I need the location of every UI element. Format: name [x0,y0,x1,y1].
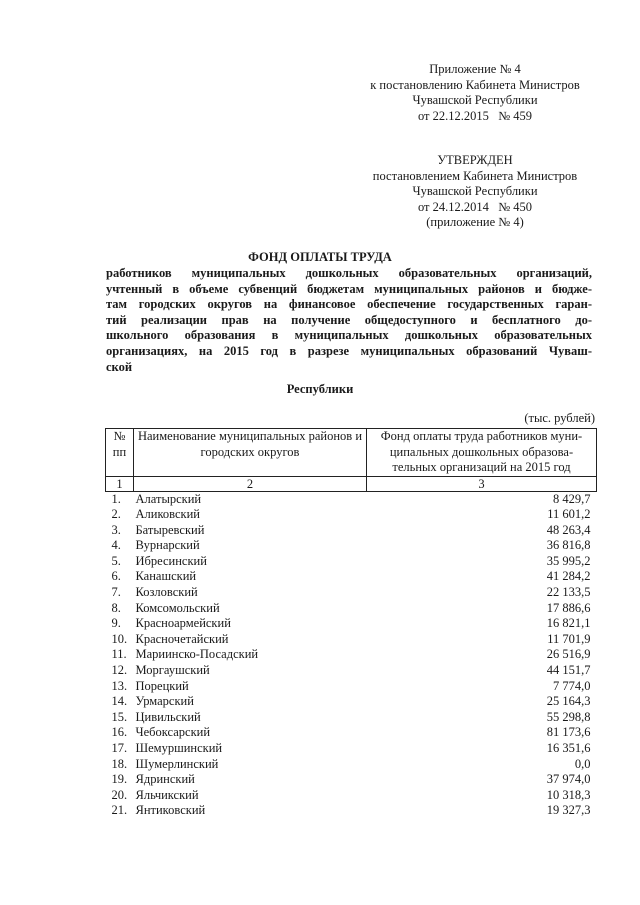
municipality-name: Шемуршинский [135,741,223,755]
fund-table [105,428,597,819]
row-number: 9. [111,616,121,631]
table-row [106,523,597,539]
row-number: 18. [111,756,128,771]
row-number: 4. [111,538,121,553]
document-title: ФОНД ОПЛАТЫ ТРУДА [248,250,392,264]
fund-value: 11 701,9 [547,631,591,646]
municipality-name: Ибресинский [135,553,207,568]
row-number: 3. [111,522,121,537]
subtitle-line: школьного образования в муниципальных дошкольных образовательных [106,328,592,343]
table-row [106,616,597,632]
column-index: 1 [106,476,134,491]
row-number: 16. [111,725,128,740]
approved-line: УТВЕРЖДЕН [437,153,513,167]
table-row [106,663,597,679]
table-row [106,803,597,819]
appendix-line: Чувашской Республики [412,93,538,107]
municipality-name: Вурнарский [135,538,200,553]
table-row [106,601,597,617]
table-row [106,679,597,695]
fund-value: 48 263,4 [546,522,591,537]
fund-value: 16 821,1 [546,616,591,631]
row-number: 7. [111,585,121,600]
table-row [106,741,597,757]
fund-value: 16 351,6 [546,741,591,755]
table-row [106,585,597,601]
row-number: 15. [111,709,128,724]
fund-value: 7 774,0 [553,678,591,693]
subtitle-line: работников муниципальных дошкольных образовательных организаций, [106,266,592,280]
row-number: 13. [111,678,128,693]
row-number: 10. [111,631,128,646]
fund-value: 36 816,8 [546,538,591,553]
subtitle-line: учтенный в объеме субвенций бюджетам муниципальных районов и бюдже- [106,281,592,296]
document-subtitle [106,266,592,375]
table-row [106,694,597,710]
municipality-name: Порецкий [135,678,189,693]
municipality-name: Чебоксарский [135,725,211,740]
table-row [106,647,597,663]
municipality-name: Красночетайский [135,631,229,646]
row-number: 5. [111,553,121,568]
column-index: 3 [367,476,597,491]
table-row [106,538,597,554]
table-header-row [106,429,597,477]
subtitle-line: организациях, на 2015 год в разрезе муниципальных образований Чуваш- [106,343,592,358]
appendix-line: от 22.12.2015 № 459 [417,108,533,123]
column-index: 2 [134,476,367,491]
municipality-name: Комсомольский [135,600,220,615]
table-row [106,554,597,570]
municipality-name: Моргаушский [135,663,210,678]
fund-value: 26 516,9 [546,647,591,662]
table-row [106,507,597,523]
municipality-name: Урмарский [135,694,194,709]
municipality-name: Яльчикский [135,787,199,802]
units-note: (тыс. рублей) [524,411,595,425]
fund-value: 19 327,3 [546,803,591,818]
row-number: 17. [111,741,128,755]
municipality-name: Козловский [135,585,198,600]
fund-value: 17 886,6 [546,600,591,615]
table-row [106,757,597,773]
municipality-name: Цивильский [135,709,201,724]
fund-value: 10 318,3 [546,787,591,802]
table-row [106,710,597,726]
municipality-name: Красноармейский [135,616,231,631]
subtitle-line: тий реализации прав на получение общедоступного и бесплатного до- [106,312,592,327]
municipality-name: Янтиковский [135,803,206,818]
approval-stamp [340,153,610,231]
table-row [106,725,597,741]
row-number: 1. [111,491,121,506]
fund-value: 22 133,5 [546,585,591,600]
fund-value: 81 173,6 [546,725,591,740]
header-name: Наименование муниципальных районов и городских округов [134,429,367,477]
table-row [106,491,597,507]
fund-value: 35 995,2 [546,553,591,568]
approved-line: Чувашской Республики [412,184,538,198]
fund-value: 0,0 [574,756,591,771]
municipality-name: Алатырский [135,491,202,506]
appendix-line: к постановлению Кабинета Министров [370,77,580,92]
municipality-name: Аликовский [135,507,200,522]
fund-value: 8 429,7 [553,491,591,506]
header-fund: Фонд оплаты труда работников муни-ципальных дошкольных образова-тельных организаций на 2015 год [367,429,597,477]
row-number: 21. [111,803,128,818]
row-number: 19. [111,772,128,787]
fund-value: 11 601,2 [547,507,591,522]
fund-value: 44 151,7 [546,663,591,678]
subtitle-tail: Республики [286,382,354,396]
municipality-name: Шумерлинский [135,756,219,771]
municipality-name: Батыревский [135,522,205,537]
row-number: 6. [111,569,121,584]
approved-line: от 24.12.2014 № 450 [417,199,533,214]
municipality-name: Мариинско-Посадский [135,647,259,662]
municipality-name: Канашский [135,569,197,584]
appendix-line: Приложение № 4 [429,62,521,76]
column-index-row [106,476,597,491]
header-num: № пп [106,429,134,477]
fund-value: 55 298,8 [546,709,591,724]
fund-value: 41 284,2 [546,569,591,584]
municipality-name: Ядринский [135,772,195,787]
fund-value: 25 164,3 [546,694,591,709]
row-number: 20. [111,787,128,802]
table-row [106,772,597,788]
fund-value: 37 974,0 [546,772,591,787]
subtitle-line: ской [106,359,133,374]
row-number: 2. [111,507,121,522]
row-number: 8. [111,600,121,615]
row-number: 14. [111,694,128,709]
appendix-reference [340,62,610,124]
row-number: 11. [111,647,127,662]
table-row [106,788,597,804]
table-row [106,569,597,585]
table-row [106,632,597,648]
subtitle-line: там городских округов на финансовое обеспечение государственных гаран- [106,297,592,312]
approved-line: (приложение № 4) [426,215,524,229]
approved-line: постановлением Кабинета Министров [372,168,578,183]
row-number: 12. [111,663,128,678]
